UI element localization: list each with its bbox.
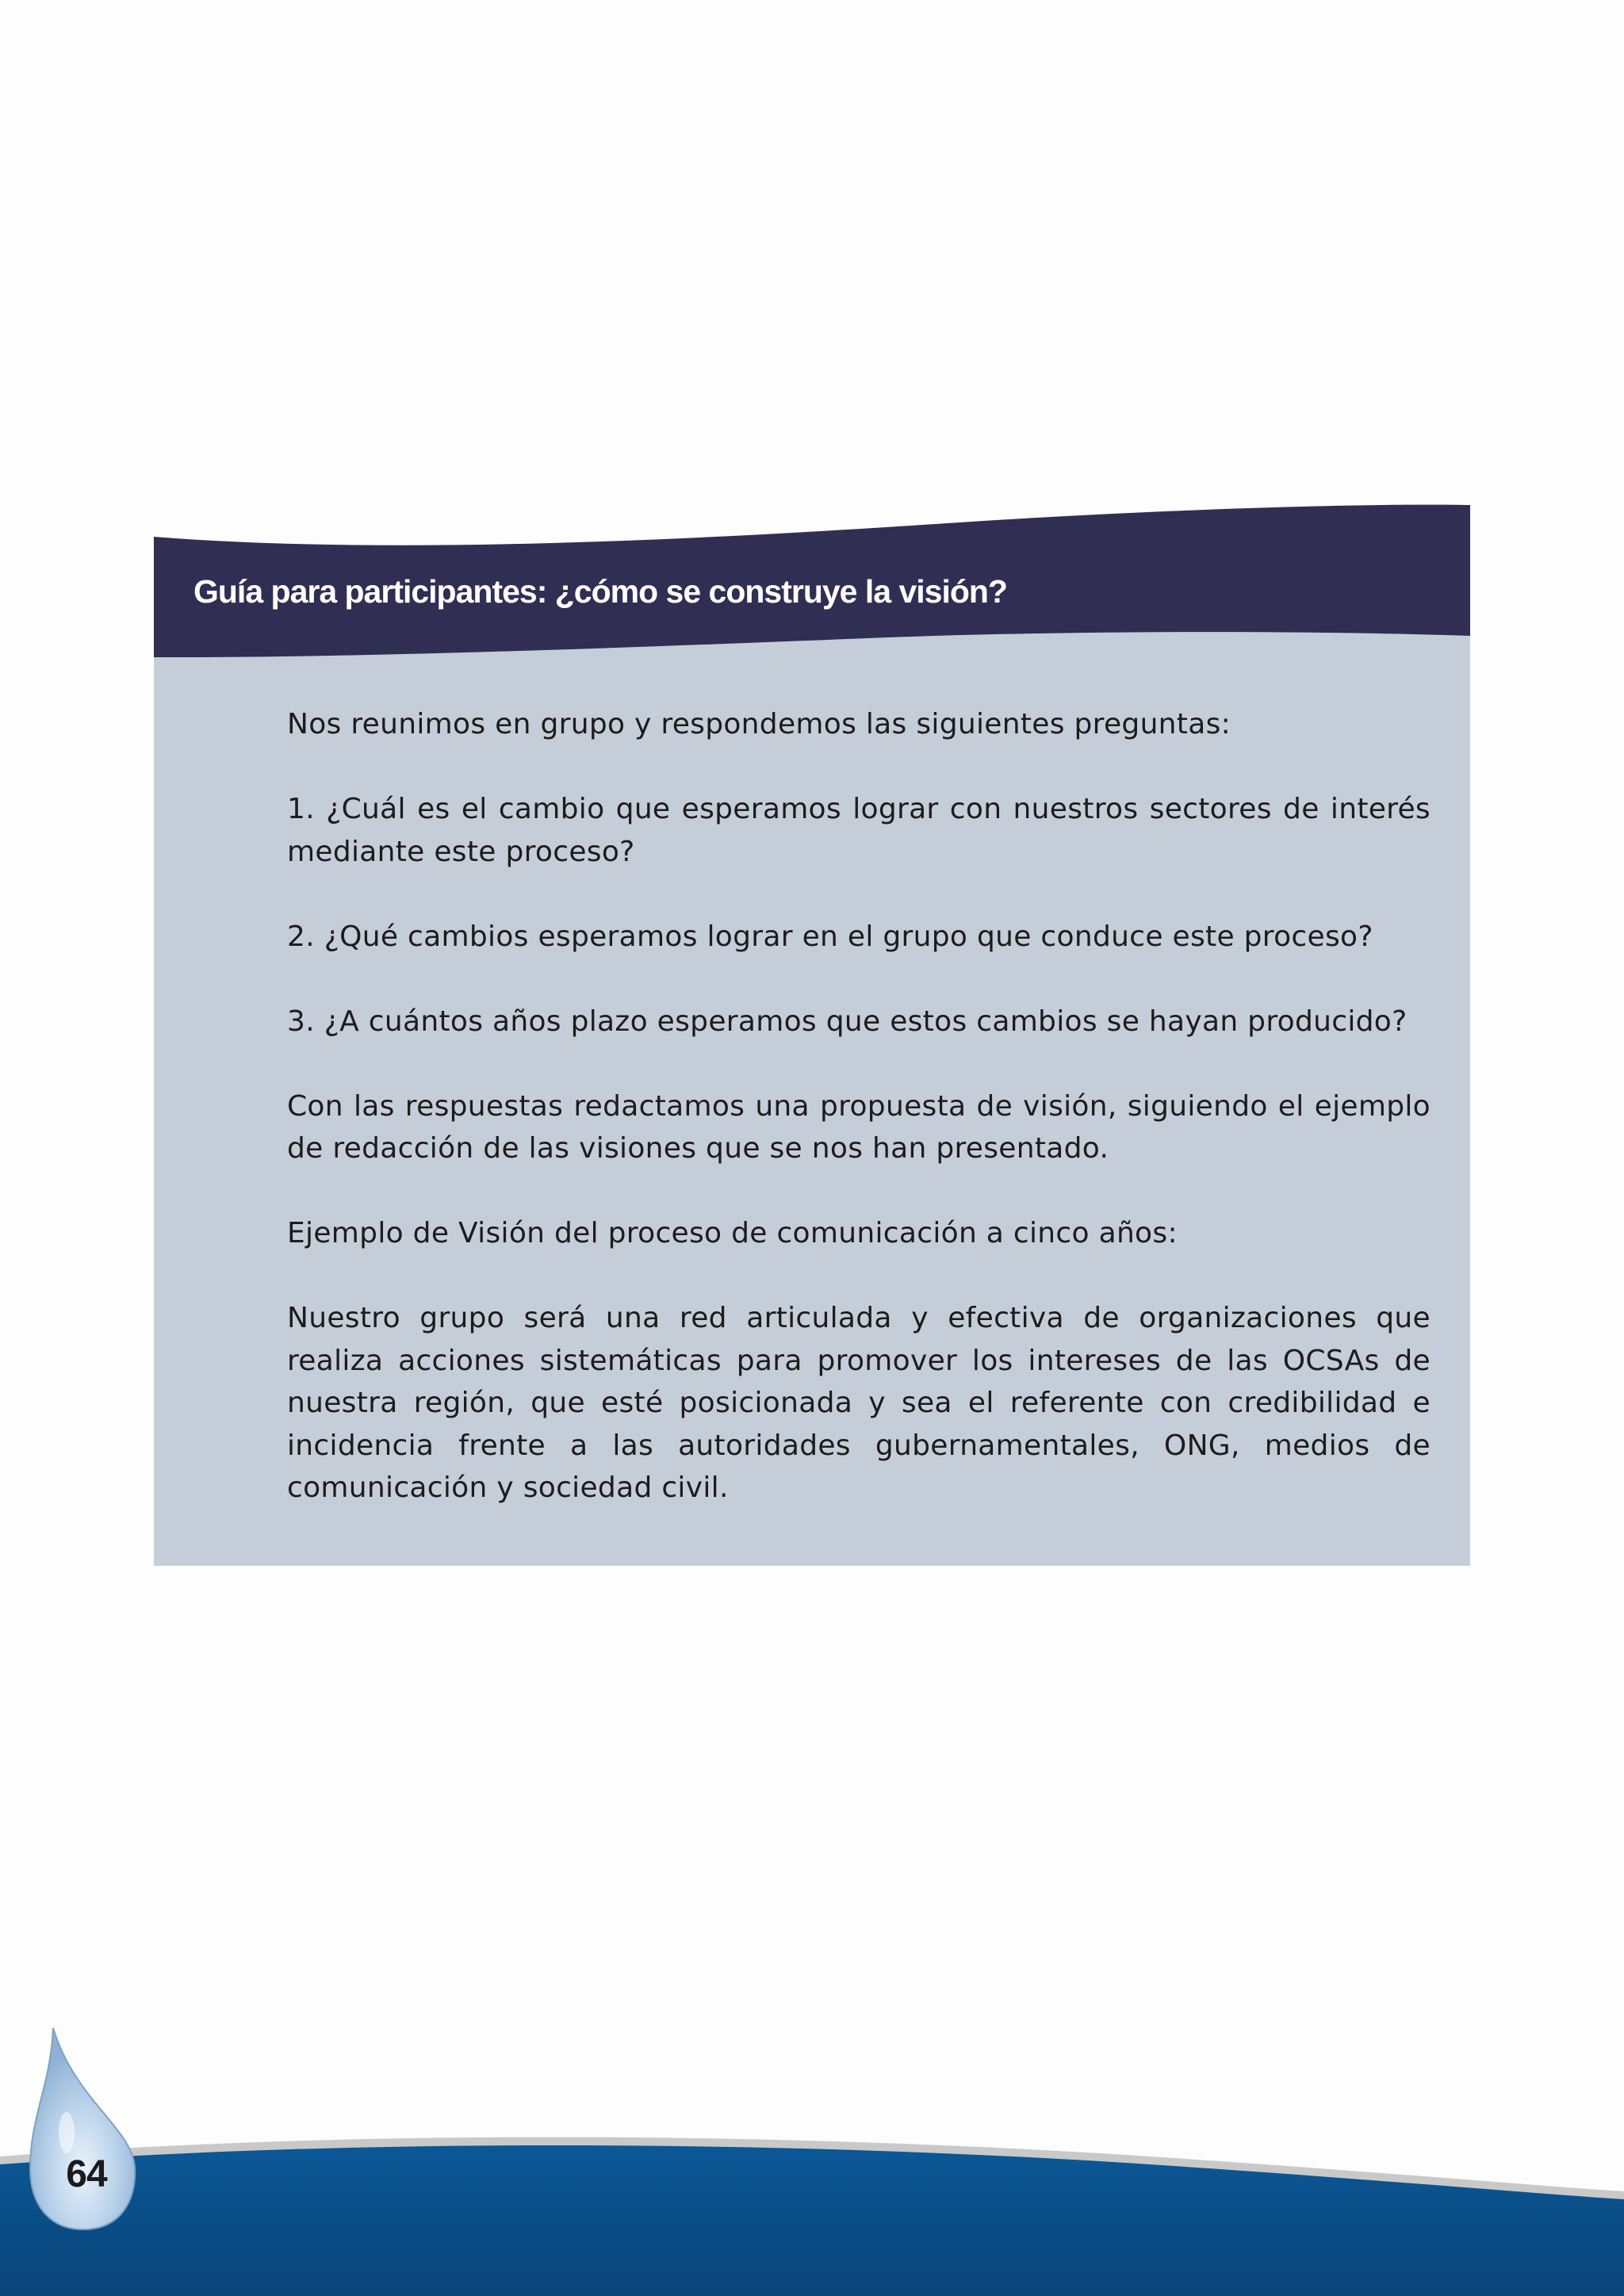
guide-title: Guía para participantes: ¿cómo se construye la visión? bbox=[193, 573, 1007, 610]
example-heading: Ejemplo de Visión del proceso de comunicación a cinco años: bbox=[287, 1217, 1178, 1249]
question-3: 3. ¿A cuántos años plazo esperamos que estos cambios se hayan producido? bbox=[287, 1004, 1408, 1038]
page-drop bbox=[30, 2028, 135, 2229]
example-text: Nuestro grupo será una red articulada y efectiva de organizaciones que realiza acciones sistemáticas para promover los intereses de las OCSAs de nuestra región, que esté posicionada y sea el referente con credibilidad e incidencia frente a las autoridades gubernamentales, ONG, medios de comunicación y sociedad civil. bbox=[287, 1302, 1431, 1504]
guide-content bbox=[287, 703, 1431, 1552]
page-number: 64 bbox=[66, 2153, 107, 2195]
question-2: 2. ¿Qué cambios esperamos lograr en el grupo que conduce este proceso? bbox=[287, 920, 1373, 953]
footer-wave-band bbox=[0, 2145, 1624, 2296]
question-1: 1. ¿Cuál es el cambio que esperamos lograr con nuestros sectores de interés mediante este proceso? bbox=[287, 793, 1431, 868]
guide-box bbox=[154, 496, 1470, 1566]
guide-instruction: Con las respuestas redactamos una propuesta de visión, siguiendo el ejemplo de redacción de las visiones que se nos han presentado. bbox=[287, 1089, 1431, 1165]
footer-wave bbox=[0, 1998, 1624, 2296]
guide-intro: Nos reunimos en grupo y respondemos las siguientes preguntas: bbox=[287, 708, 1231, 740]
